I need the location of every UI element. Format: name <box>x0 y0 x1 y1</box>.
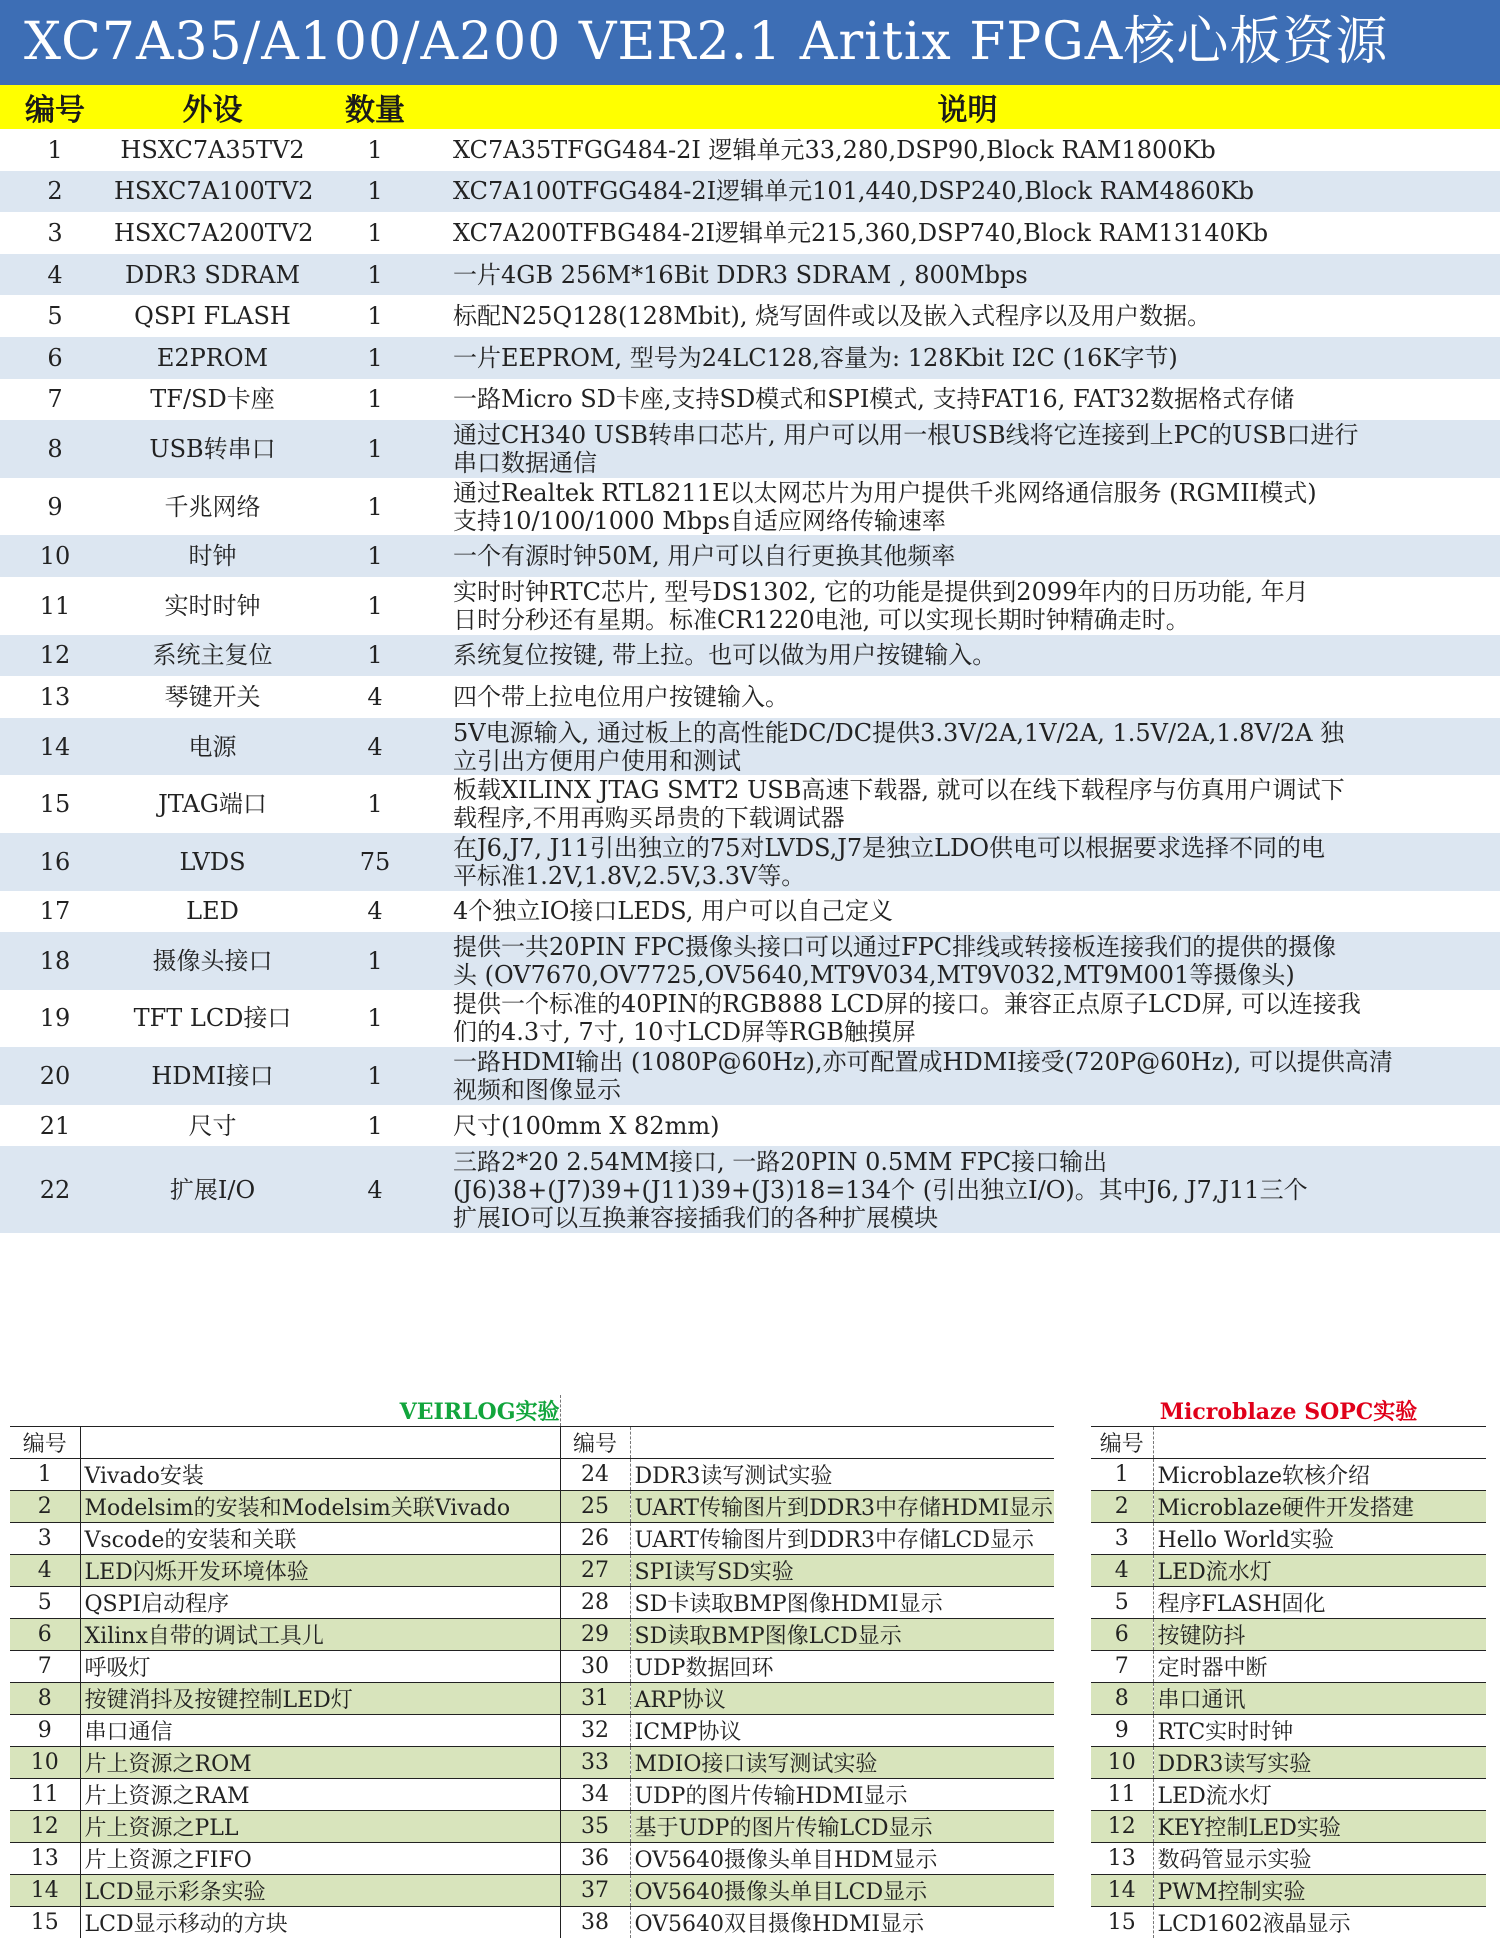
resource-name: 摄像头接口 <box>110 932 315 990</box>
resource-description <box>435 478 1500 536</box>
resource-row <box>0 295 1500 337</box>
resource-no: 9 <box>0 478 110 536</box>
microblaze-row <box>1091 1907 1486 1938</box>
verilog-no: 4 <box>10 1555 80 1587</box>
resource-row <box>0 635 1500 677</box>
verilog-no: 31 <box>560 1683 630 1715</box>
resource-name: 扩展I/O <box>110 1146 315 1233</box>
verilog-title: VEIRLOG实验 <box>10 1395 560 1427</box>
microblaze-row <box>1091 1843 1486 1875</box>
microblaze-row <box>1091 1683 1486 1715</box>
resource-name: DDR3 SDRAM <box>110 254 315 296</box>
resource-name: 千兆网络 <box>110 478 315 536</box>
description-line: 通过Realtek RTL8211E以太网芯片为用户提供千兆网络通信服务 (RGMII模式) <box>453 479 1488 507</box>
resource-no: 16 <box>0 833 110 891</box>
resource-row <box>0 990 1500 1048</box>
microblaze-name: PWM控制实验 <box>1153 1875 1486 1907</box>
microblaze-name: 程序FLASH固化 <box>1153 1587 1486 1619</box>
resource-row <box>0 337 1500 379</box>
resource-description <box>435 1047 1500 1105</box>
description-line: 一片4GB 256M*16Bit DDR3 SDRAM , 800Mbps <box>453 258 1488 292</box>
verilog-row <box>10 1491 1054 1523</box>
microblaze-no: 4 <box>1091 1555 1153 1587</box>
description-line: 一个有源时钟50M, 用户可以自行更换其他频率 <box>453 539 1488 573</box>
verilog-no-label-left: 编号 <box>10 1427 80 1459</box>
resource-qty: 1 <box>315 535 435 577</box>
resource-header-row <box>0 85 1500 129</box>
verilog-row <box>10 1459 1054 1491</box>
description-line: 5V电源输入, 通过板上的高性能DC/DC提供3.3V/2A,1V/2A, 1.5V/2A,1.8V/2A 独 <box>453 719 1488 747</box>
microblaze-name: Microblaze硬件开发搭建 <box>1153 1491 1486 1523</box>
description-line: 通过CH340 USB转串口芯片, 用户可以用一根USB线将它连接到上PC的USB口进行 <box>453 421 1488 449</box>
verilog-name: UDP数据回环 <box>630 1651 1054 1683</box>
resource-row <box>0 577 1500 635</box>
resource-qty: 4 <box>315 718 435 776</box>
microblaze-no: 14 <box>1091 1875 1153 1907</box>
description-line: 标配N25Q128(128Mbit), 烧写固件或以及嵌入式程序以及用户数据。 <box>453 299 1488 333</box>
description-line: 载程序,不用再购买昂贵的下载调试器 <box>453 804 1488 832</box>
verilog-no: 11 <box>10 1779 80 1811</box>
description-line: 头 (OV7670,OV7725,OV5640,MT9V034,MT9V032,MT9M001等摄像头) <box>453 961 1488 989</box>
microblaze-row <box>1091 1491 1486 1523</box>
resource-row <box>0 1146 1500 1233</box>
resource-row <box>0 254 1500 296</box>
microblaze-name: 串口通讯 <box>1153 1683 1486 1715</box>
microblaze-header-row <box>1091 1427 1486 1459</box>
resource-name: E2PROM <box>110 337 315 379</box>
description-line: 板载XILINX JTAG SMT2 USB高速下载器, 就可以在线下载程序与仿真用户调试下 <box>453 776 1488 804</box>
resource-no: 12 <box>0 635 110 677</box>
resource-qty: 1 <box>315 775 435 833</box>
resource-table <box>0 85 1500 1233</box>
verilog-no: 1 <box>10 1459 80 1491</box>
page-title: XC7A35/A100/A200 VER2.1 Aritix FPGA核心板资源 <box>0 0 1500 85</box>
verilog-no: 37 <box>560 1875 630 1907</box>
description-line: XC7A200TFBG484-2I逻辑单元215,360,DSP740,Block RAM13140Kb <box>453 216 1488 250</box>
resource-description <box>435 891 1500 933</box>
resource-description <box>435 1146 1500 1233</box>
resource-description <box>435 379 1500 421</box>
header-qty: 数量 <box>315 85 435 129</box>
verilog-no: 29 <box>560 1619 630 1651</box>
microblaze-name: KEY控制LED实验 <box>1153 1811 1486 1843</box>
verilog-name: Xilinx自带的调试工具儿 <box>80 1619 560 1651</box>
experiment-lists <box>0 1395 1500 1920</box>
resource-row <box>0 676 1500 718</box>
resource-description <box>435 420 1500 478</box>
microblaze-no: 1 <box>1091 1459 1153 1491</box>
resource-description <box>435 337 1500 379</box>
resource-no: 3 <box>0 212 110 254</box>
microblaze-name: DDR3读写实验 <box>1153 1747 1486 1779</box>
verilog-no: 10 <box>10 1747 80 1779</box>
resource-description <box>435 129 1500 171</box>
verilog-name: ARP协议 <box>630 1683 1054 1715</box>
verilog-no: 15 <box>10 1907 80 1938</box>
description-line: 一路HDMI输出 (1080P@60Hz),亦可配置成HDMI接受(720P@60Hz), 可以提供高清 <box>453 1048 1488 1076</box>
description-line: 扩展IO可以互换兼容接插我们的各种扩展模块 <box>453 1204 1488 1232</box>
resource-qty: 4 <box>315 891 435 933</box>
verilog-name: LCD显示彩条实验 <box>80 1875 560 1907</box>
microblaze-row <box>1091 1523 1486 1555</box>
resource-qty: 1 <box>315 1047 435 1105</box>
verilog-name: DDR3读写测试实验 <box>630 1459 1054 1491</box>
resource-no: 21 <box>0 1105 110 1147</box>
verilog-no: 27 <box>560 1555 630 1587</box>
resource-no: 19 <box>0 990 110 1048</box>
verilog-row <box>10 1843 1054 1875</box>
verilog-no: 38 <box>560 1907 630 1938</box>
microblaze-row <box>1091 1747 1486 1779</box>
resource-name: 琴键开关 <box>110 676 315 718</box>
resource-qty: 1 <box>315 337 435 379</box>
verilog-name: Vscode的安装和关联 <box>80 1523 560 1555</box>
resource-qty: 75 <box>315 833 435 891</box>
resource-name: 电源 <box>110 718 315 776</box>
microblaze-row <box>1091 1555 1486 1587</box>
resource-name: 时钟 <box>110 535 315 577</box>
verilog-no: 3 <box>10 1523 80 1555</box>
verilog-header-row <box>10 1427 1054 1459</box>
verilog-name: LED闪烁开发环境体验 <box>80 1555 560 1587</box>
resource-qty: 1 <box>315 420 435 478</box>
microblaze-name: 定时器中断 <box>1153 1651 1486 1683</box>
microblaze-row <box>1091 1715 1486 1747</box>
verilog-name: 基于UDP的图片传输LCD显示 <box>630 1811 1054 1843</box>
resource-row <box>0 1105 1500 1147</box>
resource-name: LVDS <box>110 833 315 891</box>
microblaze-no: 11 <box>1091 1779 1153 1811</box>
resource-no: 14 <box>0 718 110 776</box>
verilog-name: OV5640摄像头单目HDM显示 <box>630 1843 1054 1875</box>
verilog-name: SPI读写SD实验 <box>630 1555 1054 1587</box>
verilog-row <box>10 1779 1054 1811</box>
microblaze-no: 9 <box>1091 1715 1153 1747</box>
resource-no: 13 <box>0 676 110 718</box>
header-peripheral: 外设 <box>110 85 315 129</box>
resource-row <box>0 379 1500 421</box>
microblaze-name: 数码管显示实验 <box>1153 1843 1486 1875</box>
resource-qty: 1 <box>315 990 435 1048</box>
verilog-no: 5 <box>10 1587 80 1619</box>
verilog-name: OV5640摄像头单目LCD显示 <box>630 1875 1054 1907</box>
verilog-name: 片上资源之PLL <box>80 1811 560 1843</box>
verilog-no: 14 <box>10 1875 80 1907</box>
verilog-caption-row <box>10 1395 1054 1427</box>
verilog-name: SD读取BMP图像LCD显示 <box>630 1619 1054 1651</box>
description-line: XC7A35TFGG484-2I 逻辑单元33,280,DSP90,Block RAM1800Kb <box>453 133 1488 167</box>
verilog-name: LCD显示移动的方块 <box>80 1907 560 1938</box>
resource-no: 15 <box>0 775 110 833</box>
verilog-name: 片上资源之ROM <box>80 1747 560 1779</box>
resource-no: 11 <box>0 577 110 635</box>
resource-name: TFT LCD接口 <box>110 990 315 1048</box>
verilog-no: 32 <box>560 1715 630 1747</box>
verilog-no-label-right: 编号 <box>560 1427 630 1459</box>
description-line: 一片EEPROM, 型号为24LC128,容量为: 128Kbit I2C (16K字节) <box>453 341 1488 375</box>
microblaze-no: 8 <box>1091 1683 1153 1715</box>
resource-no: 4 <box>0 254 110 296</box>
microblaze-row <box>1091 1587 1486 1619</box>
resource-no: 5 <box>0 295 110 337</box>
microblaze-row <box>1091 1651 1486 1683</box>
microblaze-no-label: 编号 <box>1091 1427 1153 1459</box>
verilog-row <box>10 1523 1054 1555</box>
verilog-no: 13 <box>10 1843 80 1875</box>
resource-qty: 1 <box>315 932 435 990</box>
microblaze-row <box>1091 1779 1486 1811</box>
microblaze-no: 3 <box>1091 1523 1153 1555</box>
microblaze-row <box>1091 1619 1486 1651</box>
resource-description <box>435 775 1500 833</box>
resource-description <box>435 254 1500 296</box>
verilog-row <box>10 1715 1054 1747</box>
resource-description <box>435 932 1500 990</box>
verilog-no: 28 <box>560 1587 630 1619</box>
microblaze-row <box>1091 1875 1486 1907</box>
microblaze-no: 15 <box>1091 1907 1153 1938</box>
microblaze-no: 7 <box>1091 1651 1153 1683</box>
resource-row <box>0 171 1500 213</box>
verilog-no: 24 <box>560 1459 630 1491</box>
resource-row <box>0 775 1500 833</box>
microblaze-no: 6 <box>1091 1619 1153 1651</box>
resource-row <box>0 833 1500 891</box>
microblaze-no: 5 <box>1091 1587 1153 1619</box>
microblaze-name: RTC实时时钟 <box>1153 1715 1486 1747</box>
resource-qty: 1 <box>315 129 435 171</box>
header-description: 说明 <box>435 85 1500 129</box>
verilog-no: 30 <box>560 1651 630 1683</box>
verilog-name: 片上资源之FIFO <box>80 1843 560 1875</box>
verilog-name: 按键消抖及按键控制LED灯 <box>80 1683 560 1715</box>
microblaze-no: 13 <box>1091 1843 1153 1875</box>
microblaze-name: LED流水灯 <box>1153 1779 1486 1811</box>
resource-description <box>435 535 1500 577</box>
resource-no: 7 <box>0 379 110 421</box>
description-line: 立引出方便用户使用和测试 <box>453 747 1488 775</box>
verilog-row <box>10 1619 1054 1651</box>
microblaze-name: 按键防抖 <box>1153 1619 1486 1651</box>
resource-no: 20 <box>0 1047 110 1105</box>
resource-qty: 1 <box>315 577 435 635</box>
resource-row <box>0 932 1500 990</box>
verilog-no: 2 <box>10 1491 80 1523</box>
verilog-no: 35 <box>560 1811 630 1843</box>
resource-name: QSPI FLASH <box>110 295 315 337</box>
description-line: 四个带上拉电位用户按键输入。 <box>453 680 1488 714</box>
resource-no: 1 <box>0 129 110 171</box>
microblaze-row <box>1091 1459 1486 1491</box>
verilog-no: 7 <box>10 1651 80 1683</box>
microblaze-name: Hello World实验 <box>1153 1523 1486 1555</box>
resource-qty: 4 <box>315 676 435 718</box>
resource-row <box>0 718 1500 776</box>
microblaze-caption-row <box>1091 1395 1486 1427</box>
verilog-row <box>10 1651 1054 1683</box>
resource-no: 22 <box>0 1146 110 1233</box>
resource-no: 18 <box>0 932 110 990</box>
resource-qty: 1 <box>315 254 435 296</box>
description-line: 系统复位按键, 带上拉。也可以做为用户按键输入。 <box>453 638 1488 672</box>
verilog-name: UDP的图片传输HDMI显示 <box>630 1779 1054 1811</box>
resource-description <box>435 1105 1500 1147</box>
header-no: 编号 <box>0 85 110 129</box>
verilog-name: QSPI启动程序 <box>80 1587 560 1619</box>
microblaze-name: LCD1602液晶显示 <box>1153 1907 1486 1938</box>
resource-name: TF/SD卡座 <box>110 379 315 421</box>
resource-qty: 1 <box>315 379 435 421</box>
resource-row <box>0 212 1500 254</box>
resource-description <box>435 635 1500 677</box>
resource-no: 10 <box>0 535 110 577</box>
resource-description <box>435 676 1500 718</box>
resource-description <box>435 833 1500 891</box>
verilog-name: UART传输图片到DDR3中存储LCD显示 <box>630 1523 1054 1555</box>
resource-name: HDMI接口 <box>110 1047 315 1105</box>
resource-row <box>0 420 1500 478</box>
microblaze-name: Microblaze软核介绍 <box>1153 1459 1486 1491</box>
verilog-name: ICMP协议 <box>630 1715 1054 1747</box>
description-line: 在J6,J7, J11引出独立的75对LVDS,J7是独立LDO供电可以根据要求选择不同的电 <box>453 834 1488 862</box>
verilog-name: OV5640双目摄像HDMI显示 <box>630 1907 1054 1938</box>
verilog-row <box>10 1907 1054 1938</box>
verilog-name: MDIO接口读写测试实验 <box>630 1747 1054 1779</box>
verilog-name: Vivado安装 <box>80 1459 560 1491</box>
verilog-no: 12 <box>10 1811 80 1843</box>
resource-qty: 1 <box>315 635 435 677</box>
verilog-no: 33 <box>560 1747 630 1779</box>
microblaze-experiments-table <box>1091 1395 1486 1938</box>
verilog-no: 9 <box>10 1715 80 1747</box>
description-line: 三路2*20 2.54MM接口, 一路20PIN 0.5MM FPC接口输出 <box>453 1148 1488 1176</box>
resource-description <box>435 577 1500 635</box>
microblaze-no: 2 <box>1091 1491 1153 1523</box>
resource-name: USB转串口 <box>110 420 315 478</box>
description-line: 尺寸(100mm X 82mm) <box>453 1109 1488 1143</box>
resource-row <box>0 891 1500 933</box>
description-line: 平标准1.2V,1.8V,2.5V,3.3V等。 <box>453 862 1488 890</box>
description-line: 提供一共20PIN FPC摄像头接口可以通过FPC排线或转接板连接我们的提供的摄像 <box>453 933 1488 961</box>
verilog-no: 26 <box>560 1523 630 1555</box>
verilog-name: SD卡读取BMP图像HDMI显示 <box>630 1587 1054 1619</box>
resource-row <box>0 1047 1500 1105</box>
resource-name: HSXC7A35TV2 <box>110 129 315 171</box>
verilog-no: 34 <box>560 1779 630 1811</box>
resource-name: 系统主复位 <box>110 635 315 677</box>
resource-description <box>435 990 1500 1048</box>
description-line: 视频和图像显示 <box>453 1076 1488 1104</box>
microblaze-row <box>1091 1811 1486 1843</box>
resource-no: 8 <box>0 420 110 478</box>
resource-qty: 1 <box>315 295 435 337</box>
description-line: XC7A100TFGG484-2I逻辑单元101,440,DSP240,Block RAM4860Kb <box>453 174 1488 208</box>
resource-description <box>435 718 1500 776</box>
resource-description <box>435 212 1500 254</box>
description-line: (J6)38+(J7)39+(J11)39+(J3)18=134个 (引出独立I/O)。其中J6, J7,J11三个 <box>453 1176 1488 1204</box>
verilog-no: 36 <box>560 1843 630 1875</box>
resource-description <box>435 295 1500 337</box>
verilog-name: UART传输图片到DDR3中存储HDMI显示 <box>630 1491 1054 1523</box>
description-line: 4个独立IO接口LEDS, 用户可以自己定义 <box>453 894 1488 928</box>
resource-description <box>435 171 1500 213</box>
resource-row <box>0 535 1500 577</box>
microblaze-title: Microblaze SOPC实验 <box>1091 1395 1486 1427</box>
resource-qty: 1 <box>315 171 435 213</box>
microblaze-name: LED流水灯 <box>1153 1555 1486 1587</box>
microblaze-no: 12 <box>1091 1811 1153 1843</box>
resource-name: HSXC7A100TV2 <box>110 171 315 213</box>
resource-name: 尺寸 <box>110 1105 315 1147</box>
verilog-name: 串口通信 <box>80 1715 560 1747</box>
description-line: 日时分秒还有星期。标准CR1220电池, 可以实现长期时钟精确走时。 <box>453 606 1488 634</box>
verilog-name: Modelsim的安装和Modelsim关联Vivado <box>80 1491 560 1523</box>
description-line: 们的4.3寸, 7寸, 10寸LCD屏等RGB触摸屏 <box>453 1018 1488 1046</box>
verilog-no: 6 <box>10 1619 80 1651</box>
verilog-name: 呼吸灯 <box>80 1651 560 1683</box>
description-line: 串口数据通信 <box>453 449 1488 477</box>
resource-qty: 1 <box>315 1105 435 1147</box>
verilog-row <box>10 1587 1054 1619</box>
verilog-row <box>10 1811 1054 1843</box>
resource-name: 实时时钟 <box>110 577 315 635</box>
resource-name: HSXC7A200TV2 <box>110 212 315 254</box>
verilog-row <box>10 1747 1054 1779</box>
resource-row <box>0 478 1500 536</box>
resource-row <box>0 129 1500 171</box>
verilog-experiments-table <box>10 1395 1054 1938</box>
resource-no: 17 <box>0 891 110 933</box>
description-line: 实时时钟RTC芯片, 型号DS1302, 它的功能是提供到2099年内的日历功能, 年月 <box>453 578 1488 606</box>
microblaze-no: 10 <box>1091 1747 1153 1779</box>
verilog-row <box>10 1875 1054 1907</box>
verilog-name: 片上资源之RAM <box>80 1779 560 1811</box>
resource-qty: 1 <box>315 478 435 536</box>
resource-name: LED <box>110 891 315 933</box>
verilog-no: 25 <box>560 1491 630 1523</box>
resource-qty: 1 <box>315 212 435 254</box>
verilog-row <box>10 1683 1054 1715</box>
description-line: 提供一个标准的40PIN的RGB888 LCD屏的接口。兼容正点原子LCD屏, 可以连接我 <box>453 990 1488 1018</box>
description-line: 支持10/100/1000 Mbps自适应网络传输速率 <box>453 507 1488 535</box>
description-line: 一路Micro SD卡座,支持SD模式和SPI模式, 支持FAT16, FAT32数据格式存储 <box>453 382 1488 416</box>
verilog-row <box>10 1555 1054 1587</box>
resource-no: 2 <box>0 171 110 213</box>
resource-qty: 4 <box>315 1146 435 1233</box>
verilog-no: 8 <box>10 1683 80 1715</box>
resource-no: 6 <box>0 337 110 379</box>
resource-name: JTAG端口 <box>110 775 315 833</box>
